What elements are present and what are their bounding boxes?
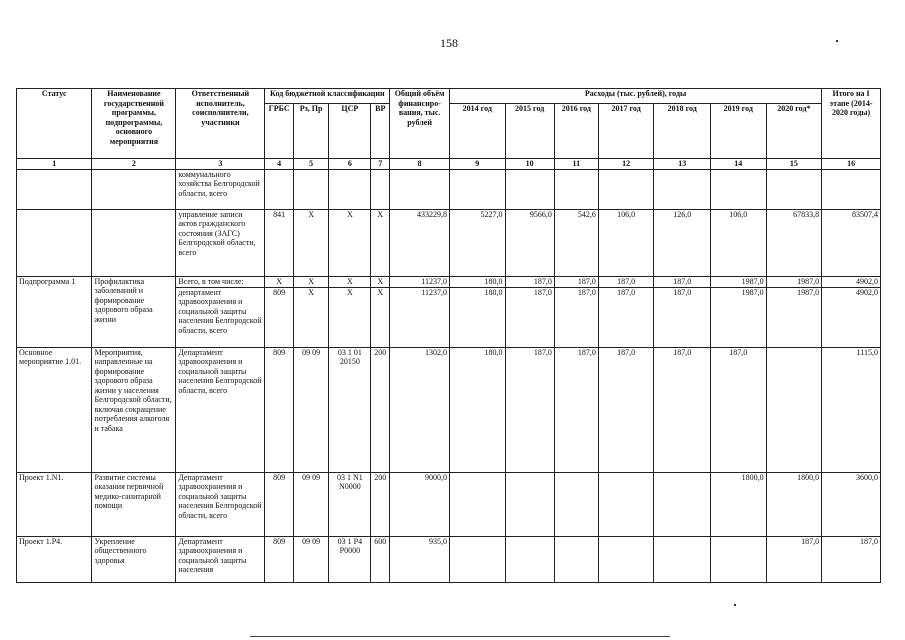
year-cell: 187,0 — [654, 347, 711, 472]
header-status: Статус — [17, 89, 92, 159]
table-row — [17, 209, 881, 276]
csr-cell — [329, 169, 371, 209]
csr-cell: 03 1 N1 N0000 — [329, 472, 371, 536]
year-cell — [598, 536, 654, 582]
vr-cell: 200 — [371, 347, 390, 472]
column-number: 6 — [329, 159, 371, 170]
status-cell — [17, 209, 92, 276]
column-number: 8 — [390, 159, 450, 170]
column-number: 10 — [505, 159, 554, 170]
status-cell — [17, 169, 92, 209]
year-cell — [711, 169, 767, 209]
header-executor: Ответственный исполнитель, соисполнители, участники — [176, 89, 265, 159]
grbs-cell: 809 — [265, 472, 293, 536]
table-row — [17, 472, 881, 536]
year-cell — [505, 472, 554, 536]
year-cell — [449, 536, 505, 582]
header-year: 2020 год* — [766, 104, 822, 159]
total-cell: 11237,0 — [390, 287, 450, 347]
executor-cell: коммунального хозяйства Белгородской области, всего — [176, 169, 265, 209]
year-cell: 187,0 — [654, 276, 711, 287]
header-year: 2014 год — [449, 104, 505, 159]
budget-table — [16, 88, 881, 583]
scan-speck — [836, 40, 838, 42]
year-cell: 180,0 — [449, 276, 505, 287]
column-number: 15 — [766, 159, 822, 170]
rzpr-cell: X — [293, 287, 329, 347]
status-cell: Проект 1.P4. — [17, 536, 92, 582]
year-cell: 187,0 — [766, 536, 822, 582]
year-cell: 187,0 — [598, 347, 654, 472]
stage-total-cell: 4902,0 — [822, 276, 881, 287]
year-cell — [505, 536, 554, 582]
vr-cell — [371, 169, 390, 209]
executor-cell: Департамент здравоохранения и социальной защиты населения Белгородской области, всего — [176, 472, 265, 536]
csr-cell: 03 1 01 20150 — [329, 347, 371, 472]
header-vr: ВР — [371, 104, 390, 159]
executor-cell: управление записи актов гражданского состояния (ЗАГС) Белгородской области, всего — [176, 209, 265, 276]
column-number: 11 — [554, 159, 598, 170]
executor-cell: департамент здравоохранения и социальной защиты населения Белгородской области, всего — [176, 287, 265, 347]
status-cell: Подпрограмма 1 — [17, 276, 92, 347]
name-cell: Развитие системы оказания первичной медико-санитарной помощи — [92, 472, 176, 536]
year-cell: 187,0 — [654, 287, 711, 347]
column-number: 16 — [822, 159, 881, 170]
name-cell: Профилактика заболеваний и формирование здорового образа жизни — [92, 276, 176, 347]
year-cell: 542,6 — [554, 209, 598, 276]
executor-cell: Департамент здравоохранения и социальной защиты населения Белгородской области, всего — [176, 347, 265, 472]
year-cell — [654, 536, 711, 582]
total-cell: 935,0 — [390, 536, 450, 582]
year-cell: 187,0 — [505, 276, 554, 287]
scan-speck — [734, 604, 736, 606]
year-cell: 106,0 — [598, 209, 654, 276]
total-cell: 433229,8 — [390, 209, 450, 276]
grbs-cell — [265, 169, 293, 209]
column-number: 1 — [17, 159, 92, 170]
rzpr-cell: X — [293, 276, 329, 287]
year-cell — [766, 347, 822, 472]
year-cell: 9566,0 — [505, 209, 554, 276]
header-expenses: Расходы (тыс. рублей), годы — [449, 89, 821, 104]
vr-cell: 600 — [371, 536, 390, 582]
stage-total-cell: 83507,4 — [822, 209, 881, 276]
grbs-cell: 809 — [265, 347, 293, 472]
year-cell — [554, 169, 598, 209]
header-year: 2016 год — [554, 104, 598, 159]
rzpr-cell: 09 09 — [293, 347, 329, 472]
year-cell — [654, 472, 711, 536]
csr-cell: 03 1 P4 P0000 — [329, 536, 371, 582]
grbs-cell: 809 — [265, 536, 293, 582]
column-number: 14 — [711, 159, 767, 170]
year-cell: 187,0 — [554, 347, 598, 472]
year-cell: 1987,0 — [766, 276, 822, 287]
year-cell — [598, 169, 654, 209]
table-row — [17, 536, 881, 582]
vr-cell: 200 — [371, 472, 390, 536]
year-cell: 106,0 — [711, 209, 767, 276]
year-cell — [505, 169, 554, 209]
rzpr-cell — [293, 169, 329, 209]
header-total-volume: Общий объём финансиро-вания, тыс. рублей — [390, 89, 450, 159]
rzpr-cell: 09 09 — [293, 536, 329, 582]
year-cell — [766, 169, 822, 209]
grbs-cell: X — [265, 276, 293, 287]
year-cell: 187,0 — [505, 347, 554, 472]
total-cell: 9000,0 — [390, 472, 450, 536]
year-cell — [711, 536, 767, 582]
header-year: 2017 год — [598, 104, 654, 159]
csr-cell: X — [329, 209, 371, 276]
column-number: 12 — [598, 159, 654, 170]
year-cell — [449, 472, 505, 536]
year-cell: 187,0 — [598, 287, 654, 347]
year-cell: 187,0 — [554, 287, 598, 347]
year-cell: 180,0 — [449, 347, 505, 472]
header-name: Наименование государственной программы, подпрограммы, основного мероприятия — [92, 89, 176, 159]
total-cell: 11237,0 — [390, 276, 450, 287]
total-cell: 1302,0 — [390, 347, 450, 472]
grbs-cell: 841 — [265, 209, 293, 276]
header-year: 2015 год — [505, 104, 554, 159]
csr-cell: X — [329, 276, 371, 287]
column-number: 2 — [92, 159, 176, 170]
grbs-cell: 809 — [265, 287, 293, 347]
column-number: 3 — [176, 159, 265, 170]
total-cell — [390, 169, 450, 209]
table-row — [17, 276, 881, 287]
page-number: 158 — [440, 36, 458, 50]
year-cell: 67833,8 — [766, 209, 822, 276]
rzpr-cell: X — [293, 209, 329, 276]
year-cell: 1987,0 — [711, 287, 767, 347]
name-cell: Мероприятия, направленные на формирование здорового образа жизни у населения Белгородской области, включая сокращение потребления алкоголя и табака — [92, 347, 176, 472]
header-year: 2019 год — [711, 104, 767, 159]
name-cell — [92, 209, 176, 276]
stage-total-cell: 1115,0 — [822, 347, 881, 472]
year-cell: 180,0 — [449, 287, 505, 347]
csr-cell: X — [329, 287, 371, 347]
header-csr: ЦСР — [329, 104, 371, 159]
column-number: 9 — [449, 159, 505, 170]
stage-total-cell: 4902,0 — [822, 287, 881, 347]
year-cell: 1800,0 — [711, 472, 767, 536]
year-cell — [598, 472, 654, 536]
vr-cell: X — [371, 209, 390, 276]
column-number: 4 — [265, 159, 293, 170]
year-cell: 187,0 — [554, 276, 598, 287]
year-cell: 187,0 — [711, 347, 767, 472]
stage-total-cell — [822, 169, 881, 209]
status-cell: Проект 1.N1. — [17, 472, 92, 536]
status-cell: Основное мероприятие 1.01. — [17, 347, 92, 472]
column-number: 13 — [654, 159, 711, 170]
year-cell: 187,0 — [598, 276, 654, 287]
year-cell: 5227,0 — [449, 209, 505, 276]
year-cell — [654, 169, 711, 209]
year-cell — [554, 536, 598, 582]
executor-cell: Всего, в том числе: — [176, 276, 265, 287]
header-rzpr: Рз, Пр — [293, 104, 329, 159]
table-row — [17, 347, 881, 472]
year-cell: 1800,0 — [766, 472, 822, 536]
year-cell: 1987,0 — [711, 276, 767, 287]
column-number: 5 — [293, 159, 329, 170]
executor-cell: Департамент здравоохранения и социальной защиты населения — [176, 536, 265, 582]
stage-total-cell: 3600,0 — [822, 472, 881, 536]
header-year: 2018 год — [654, 104, 711, 159]
name-cell — [92, 169, 176, 209]
header-budget-code: Код бюджетной классификации — [265, 89, 390, 104]
column-number: 7 — [371, 159, 390, 170]
name-cell: Укрепление общественного здоровья — [92, 536, 176, 582]
vr-cell: X — [371, 287, 390, 347]
header-grbs: ГРБС — [265, 104, 293, 159]
year-cell: 187,0 — [505, 287, 554, 347]
stage-total-cell: 187,0 — [822, 536, 881, 582]
header-stage-total: Итого на I этапе (2014-2020 годы) — [822, 89, 881, 159]
year-cell — [449, 169, 505, 209]
rzpr-cell: 09 09 — [293, 472, 329, 536]
year-cell: 1987,0 — [766, 287, 822, 347]
scan-edge-line — [250, 636, 670, 637]
vr-cell: X — [371, 276, 390, 287]
year-cell — [554, 472, 598, 536]
table-row — [17, 169, 881, 209]
year-cell: 126,0 — [654, 209, 711, 276]
